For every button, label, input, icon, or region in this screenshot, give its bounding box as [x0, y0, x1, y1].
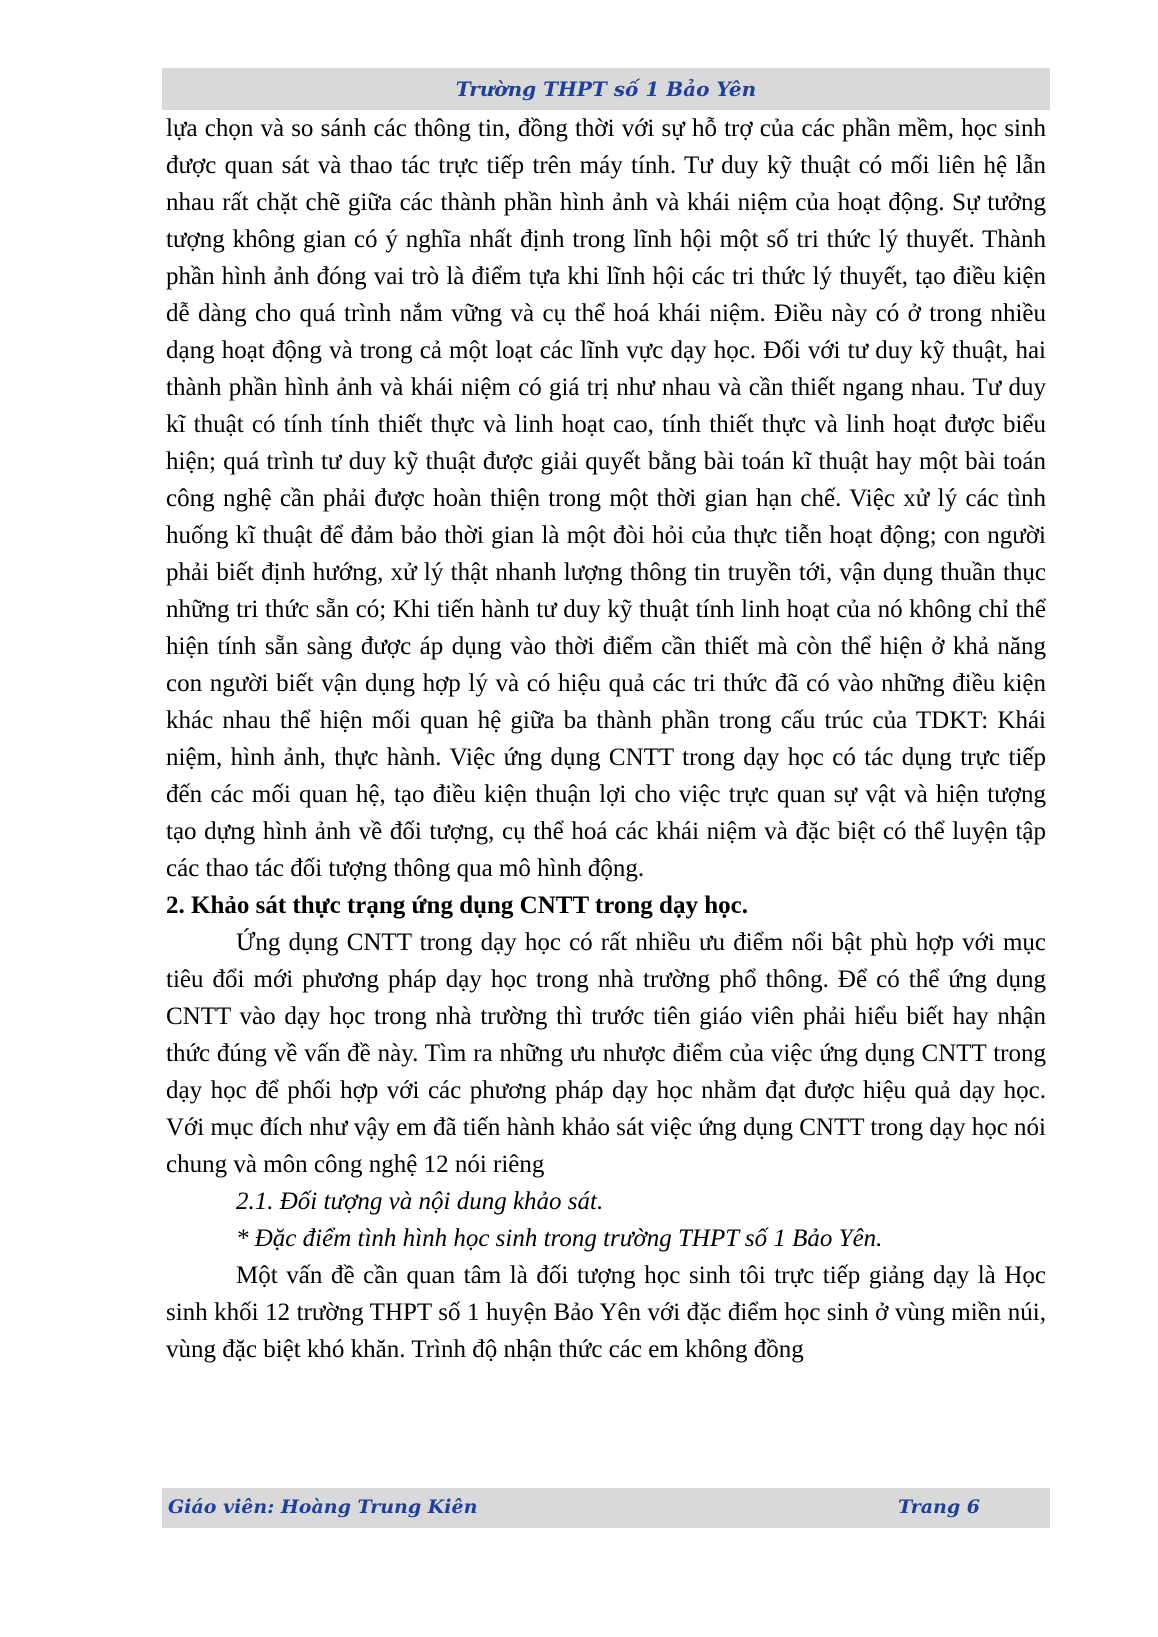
page-header — [162, 68, 1050, 110]
paragraph-last: Một vấn đề cần quan tâm là đối tượng học sinh tôi trực tiếp giảng dạy là Học sinh khối 12 trường THPT số 1 huyện Bảo Yên với đặc điểm học sinh ở vùng miền núi, vùng đặc biệt khó khăn. Trình độ nhận thức các em không đồng — [166, 1262, 1046, 1363]
paragraph-section: Ứng dụng CNTT trong dạy học có rất nhiều ưu điểm nổi bật phù hợp với mục tiêu đổi mới phương pháp dạy học trong nhà trường phổ thông. Để có thể ứng dụng CNTT vào dạy học trong nhà trường thì trước tiên giáo viên phải hiểu biết hay nhận thức đúng về vấn đề này. Tìm ra những ưu nhược điểm của việc ứng dụng CNTT trong dạy học để phối hợp với các phương pháp dạy học nhằm đạt được hiệu quả dạy học. Với mục đích như vậy em đã tiến hành khảo sát việc ứng dụng CNTT trong dạy học nói chung và môn công nghệ 12 nói riêng — [166, 929, 1046, 1178]
page-number: Trang 6 — [897, 1496, 980, 1518]
document-body — [166, 110, 1046, 1368]
bullet-italic: * Đặc điểm tình hình học sinh trong trường THPT số 1 Bảo Yên. — [236, 1225, 883, 1252]
subheading: 2.1. Đối tượng và nội dung khảo sát. — [236, 1188, 604, 1215]
teacher-name: Giáo viên: Hoàng Trung Kiên — [168, 1496, 478, 1518]
paragraph-intro: lựa chọn và so sánh các thông tin, đồng thời với sự hỗ trợ của các phần mềm, học sinh được quan sát và thao tác trực tiếp trên máy tính. Tư duy kỹ thuật có mối liên hệ lẫn nhau rất chặt chẽ giữa các thành phần hình ảnh và khái niệm của hoạt động. Sự tưởng tượng không gian có ý nghĩa nhất định trong lĩnh hội một số tri thức lý thuyết. Thành phần hình ảnh đóng vai trò là điểm tựa khi lĩnh hội các tri thức lý thuyết, tạo điều kiện dễ dàng cho quá trình nắm vững và cụ thể hoá khái niệm. Điều này có ở trong nhiều dạng hoạt động và trong cả một loạt các lĩnh vực dạy học. Đối với tư duy kỹ thuật, hai thành phần hình ảnh và khái niệm có giá trị như nhau và cần thiết ngang nhau. Tư duy kĩ thuật có tính tính thiết thực và linh hoạt cao, tính thiết thực và linh hoạt được biểu hiện; quá trình tư duy kỹ thuật được giải quyết bằng bài toán kĩ thuật hay một bài toán công nghệ cần phải được hoàn thiện trong một thời gian hạn chế. Việc xử lý các tình huống kĩ thuật để đảm bảo thời gian là một đòi hỏi của thực tiễn hoạt động; con người phải biết định hướng, xử lý thật nhanh lượng thông tin truyền tới, vận dụng thuần thục những tri thức sẵn có; Khi tiến hành tư duy kỹ thuật tính linh hoạt của nó không chỉ thể hiện tính sẵn sàng được áp dụng vào thời điểm cần thiết mà còn thể hiện ở khả năng con người biết vận dụng hợp lý và có hiệu quả các tri thức đã có vào những điều kiện khác nhau thể hiện mối quan hệ giữa ba thành phần trong cấu trúc của TDKT: Khái niệm, hình ảnh, thực hành. Việc ứng dụng CNTT trong dạy học có tác dụng trực tiếp đến các mối quan hệ, tạo điều kiện thuận lợi cho việc trực quan sự vật và hiện tượng tạo dựng hình ảnh về đối tượng, cụ thể hoá các khái niệm và đặc biệt có thể luyện tập các thao tác đối tượng thông qua mô hình động. — [166, 115, 1046, 882]
school-name: Trường THPT số 1 Bảo Yên — [455, 77, 757, 101]
section-heading: 2. Khảo sát thực trạng ứng dụng CNTT trong dạy học. — [166, 892, 748, 919]
page-footer — [162, 1488, 1050, 1528]
